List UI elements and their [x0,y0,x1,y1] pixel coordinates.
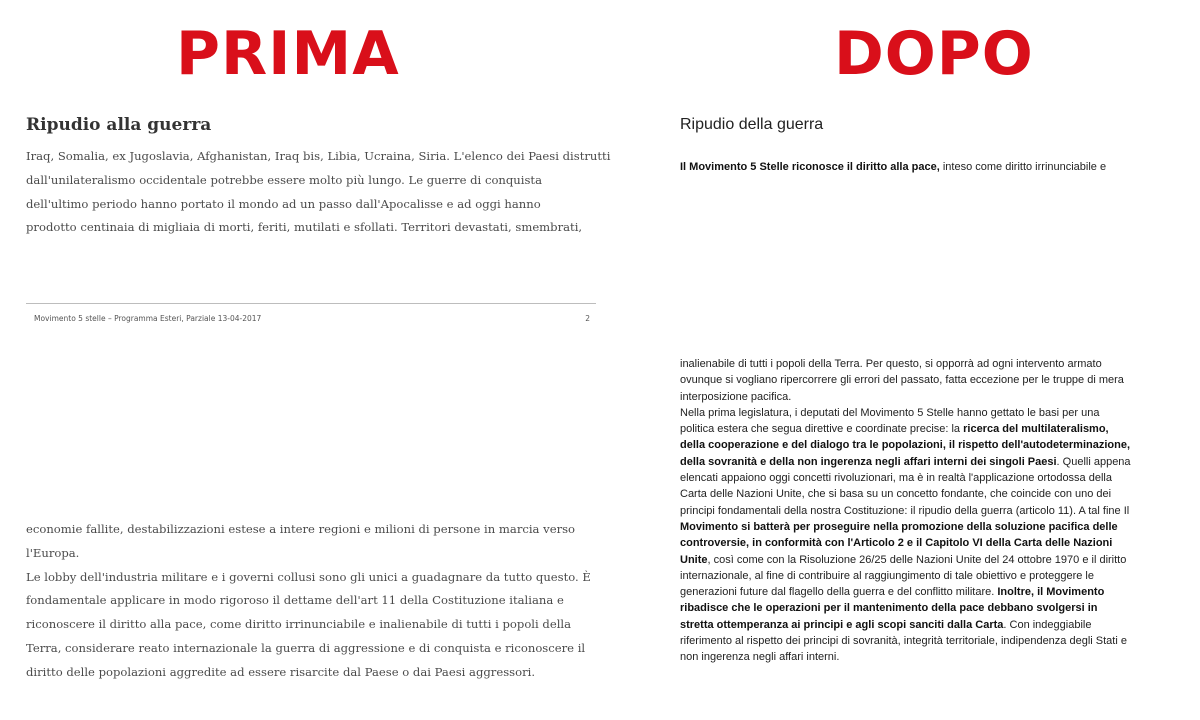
footer-text: Movimento 5 stelle – Programma Esteri, Parziale 13-04-2017 [34,314,262,323]
text-run: Nella prima legislatura, i deputati del Movimento 5 Stelle hanno gettato le basi per una [680,406,1100,419]
text-run: riferimento al rispetto dei principi di sovranità, integrità territoriale, indipendenza degli Stati e [680,635,1127,648]
right-text-line [680,600,1192,616]
bold-run: Movimento si batterà per proseguire nella promozione della soluzione pacifica delle [680,520,1118,533]
left-text-line: diritto delle popolazioni aggredite ad essere risarcite dal Paese o dai Paesi aggressori. [26,664,536,679]
text-run: non ingerenza negli affari interni. [680,651,840,664]
right-text-line [680,437,1192,453]
text-run: Carta delle Nazioni Unite, che si basa su un concetto fondante, che coincide con uno dei [680,488,1112,501]
bold-run: ribadisce che le operazioni per il mantenimento della pace debbano svolgersi in [680,602,1098,615]
left-text-line: dell'ultimo periodo hanno portato il mondo ad un passo dall'Apocalisse e ad oggi hanno [26,196,541,211]
bold-run: della cooperazione e del dialogo tra le popolazioni, il rispetto dell'autodeterminazione, [680,439,1131,452]
left-text-block-1 [26,145,611,240]
right-text-line [680,486,1192,502]
bold-run: della sovranità e della non ingerenza negli affari interni dei singoli Paesi [680,455,1057,468]
headline-prima: PRIMA [176,19,400,89]
page-number: 2 [585,314,590,323]
left-text-block-2 [26,518,606,685]
right-text-line [680,389,1192,405]
left-text-line: fondamentale applicare in modo rigoroso il dettame dell'art 11 della Costituzione italiana e [26,593,564,608]
text-run: generazioni future dal flagello della guerra e del conflitto militare. [680,586,998,599]
bold-run: ricerca del multilateralismo, [963,423,1109,436]
text-run: ovunque si vogliano ripercorrere gli errori del passato, fatta eccezione per le truppe di mera [680,374,1124,387]
right-text-line [680,503,1192,519]
right-intro-bold: Il Movimento 5 Stelle riconosce il diritto alla pace, [680,161,940,173]
left-section-title: Ripudio alla guerra [26,115,212,135]
right-text-line [680,633,1192,649]
right-text-line [680,552,1192,568]
right-text-line [680,454,1192,470]
left-text-line: dall'unilateralismo occidentale potrebbe essere molto più lungo. Le guerre di conquista [26,172,543,187]
headline-dopo: DOPO [834,19,1034,89]
text-run: . Con indeggiabile [1003,618,1092,631]
bold-run: stretta ottemperanza ai principi e agli scopi sanciti dalla Carta [680,618,1004,631]
right-text-line [680,649,1192,665]
right-text-line [680,584,1192,600]
right-text-line [680,356,1192,372]
text-run: interposizione pacifica. [680,390,792,403]
right-text-block [680,356,1192,666]
right-text-line [680,519,1192,535]
text-run: internazionale, al fine di contribuire al raggiungimento di tale obiettivo e proteggere le [680,569,1094,582]
page-footer [34,314,590,323]
text-run: politica estera che segua direttive e coordinate precise: la [680,423,964,436]
right-section-title: Ripudio della guerra [680,116,824,133]
right-text-line [680,568,1192,584]
left-text-line: Terra, considerare reato internazionale la guerra di aggressione e di conquista e riconoscere il [26,640,586,655]
right-intro-rest: inteso come diritto irrinunciabile e [939,161,1107,173]
right-text-line [680,535,1192,551]
right-text-line [680,372,1192,388]
left-text-line: l'Europa. [26,545,80,560]
bold-run: Inoltre, il Movimento [997,586,1105,599]
text-run: elencati appaiono oggi concetti rivoluzionari, ma è in realtà l'applicazione ortodossa della [680,472,1112,485]
text-run: . Quelli appena [1056,455,1131,468]
text-run: inalienabile di tutti i popoli della Terra. Per questo, si opporrà ad ogni intervento armato [680,358,1102,370]
bold-run: Unite [680,553,708,566]
right-text-line [680,421,1192,437]
left-text-line: Le lobby dell'industria militare e i governi collusi sono gli unici a guadagnare da tutto questo. È [26,569,591,584]
right-intro-line [680,161,1192,173]
right-text-line [680,470,1192,486]
page-footer-divider [26,303,596,304]
bold-run: controversie, in conformità con l'Articolo 2 e il Capitolo VI della Carta delle Nazioni [680,537,1113,550]
right-text-line [680,405,1192,421]
left-text-line: prodotto centinaia di migliaia di morti, feriti, mutilati e sfollati. Territori devastati, smembrati, [26,220,583,235]
left-text-line: economie fallite, destabilizzazioni estese a intere regioni e milioni di persone in marcia verso [26,522,576,536]
text-run: principi fondamentali della nostra Costituzione: il ripudio della guerra (articolo 11). A tal fine Il [680,504,1130,517]
right-text-line [680,617,1192,633]
left-text-line: riconoscere il diritto alla pace, come diritto irrinunciabile e inalienabile di tutti i popoli della [26,617,572,632]
left-text-line: Iraq, Somalia, ex Jugoslavia, Afghanistan, Iraq bis, Libia, Ucraina, Siria. L'elenco dei Paesi distrutti [26,149,611,163]
text-run: , così come con la Risoluzione 26/25 delle Nazioni Unite del 24 ottobre 1970 e il diritto [707,553,1127,566]
